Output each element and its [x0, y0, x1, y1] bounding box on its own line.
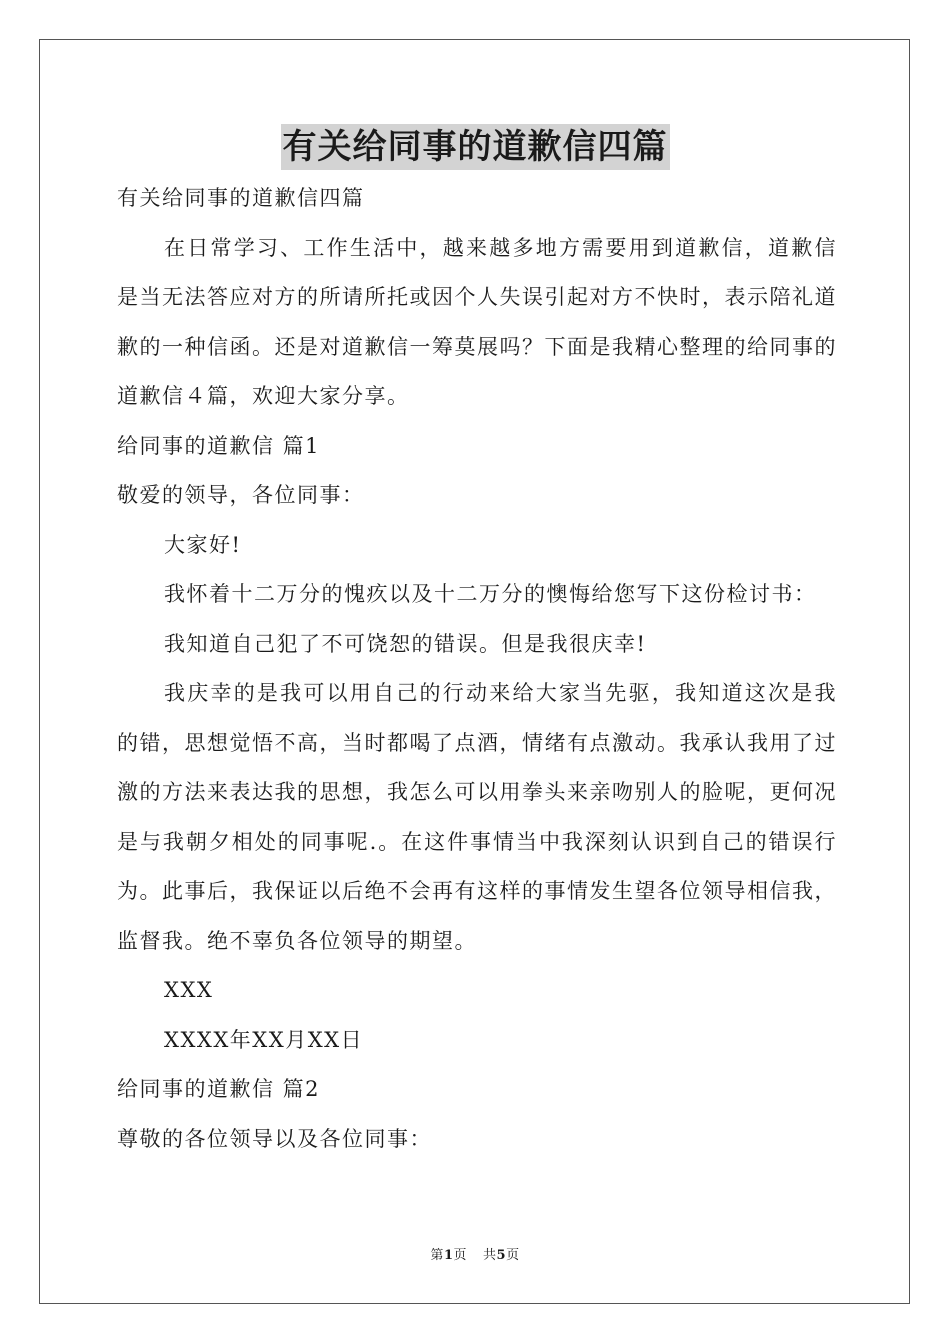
- document-title: 有关给同事的道歉信四篇: [281, 124, 670, 170]
- total-suffix: 页: [506, 1248, 520, 1263]
- total-prefix: 共: [483, 1248, 497, 1263]
- body-paragraph-2: 我知道自己犯了不可饶恕的错误。但是我很庆幸!: [164, 631, 647, 656]
- subtitle-line: 有关给同事的道歉信四篇: [117, 186, 365, 210]
- intro-paragraph: 在日常学习、工作生活中，越来越多地方需要用到道歉信，道歉信是当无法答应对方的所请所托或因个人失误引起对方不快时，表示陪礼道歉的一种信函。还是对道歉信一筹莫展吗？下面是我精心整理的给同事的道歉信４篇，欢迎大家分享。: [117, 235, 837, 408]
- greeting: 大家好!: [164, 532, 242, 557]
- salutation-1: 敬爱的领导，各位同事：: [117, 483, 365, 507]
- section-heading-2: 给同事的道歉信 篇2: [117, 1077, 321, 1101]
- document-body: [117, 174, 837, 1164]
- title-container: [0, 124, 950, 170]
- page-prefix: 第: [430, 1248, 444, 1263]
- signature-date: XXXX年XX月XX日: [164, 1027, 364, 1052]
- page-suffix: 页: [453, 1248, 467, 1263]
- section-heading-1: 给同事的道歉信 篇1: [117, 433, 321, 458]
- total-pages: 5: [496, 1248, 507, 1263]
- body-paragraph-3: 我庆幸的是我可以用自己的行动来给大家当先驱，我知道这次是我的错，思想觉悟不高，当时都喝了点酒，情绪有点激动。我承认我用了过激的方法来表达我的思想，我怎么可以用拳头来亲吻别人的脸呢，更何况是与我朝夕相处的同事呢.。在这件事情当中我深刻认识到自己的错误行为。此事后，我保证以后绝不会再有这样的事情发生望各位领导相信我，监督我。绝不辜负各位领导的期望。: [117, 681, 837, 953]
- page-footer: [0, 1247, 950, 1265]
- signature-name: XXX: [164, 978, 214, 1002]
- page-number: 1: [443, 1248, 454, 1263]
- salutation-2: 尊敬的各位领导以及各位同事：: [117, 1126, 432, 1151]
- body-paragraph-1: 我怀着十二万分的愧疚以及十二万分的懊悔给您写下这份检讨书：: [164, 582, 817, 606]
